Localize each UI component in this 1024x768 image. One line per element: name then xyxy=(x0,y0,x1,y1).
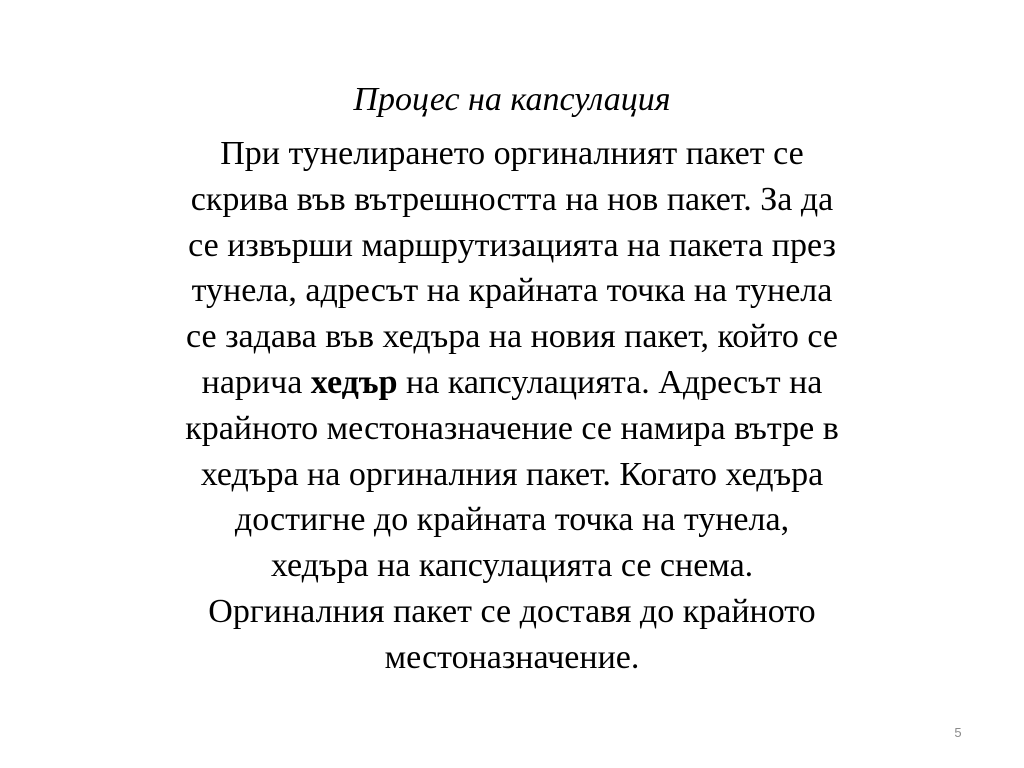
body-line: се извърши маршрутизацията на пакета през xyxy=(188,226,836,264)
body-line: При тунелирането оргиналният пакет се xyxy=(220,135,804,172)
body-line: хедъра на оргиналния пакет. Когато хедъра xyxy=(200,455,824,493)
bold-term: хедър xyxy=(310,363,398,401)
body-text-segment: нарича xyxy=(201,363,311,401)
body-line: Оргиналния пакет се доставя до крайното xyxy=(208,592,816,630)
body-text-segment: на капсулацията. Адресът на xyxy=(397,363,823,401)
body-line: местоназначение. xyxy=(384,638,640,676)
body-line: достигне до крайната точка на тунела, xyxy=(234,501,790,539)
body-line: хедъра на капсулацията се снема. xyxy=(270,547,754,585)
slide-body-text xyxy=(92,131,932,681)
body-line: скрива във вътрешността на нов пакет. За да xyxy=(190,180,834,218)
slide-title: Процес на капсулация xyxy=(353,81,671,118)
body-line: крайното местоназначение се намира вътре в xyxy=(185,409,839,447)
body-line xyxy=(92,360,932,406)
body-line: се задава във хедъра на новия пакет, който се xyxy=(185,318,839,356)
body-line: тунела, адресът на крайната точка на тунела xyxy=(191,272,833,310)
slide-number: 5 xyxy=(954,725,962,740)
